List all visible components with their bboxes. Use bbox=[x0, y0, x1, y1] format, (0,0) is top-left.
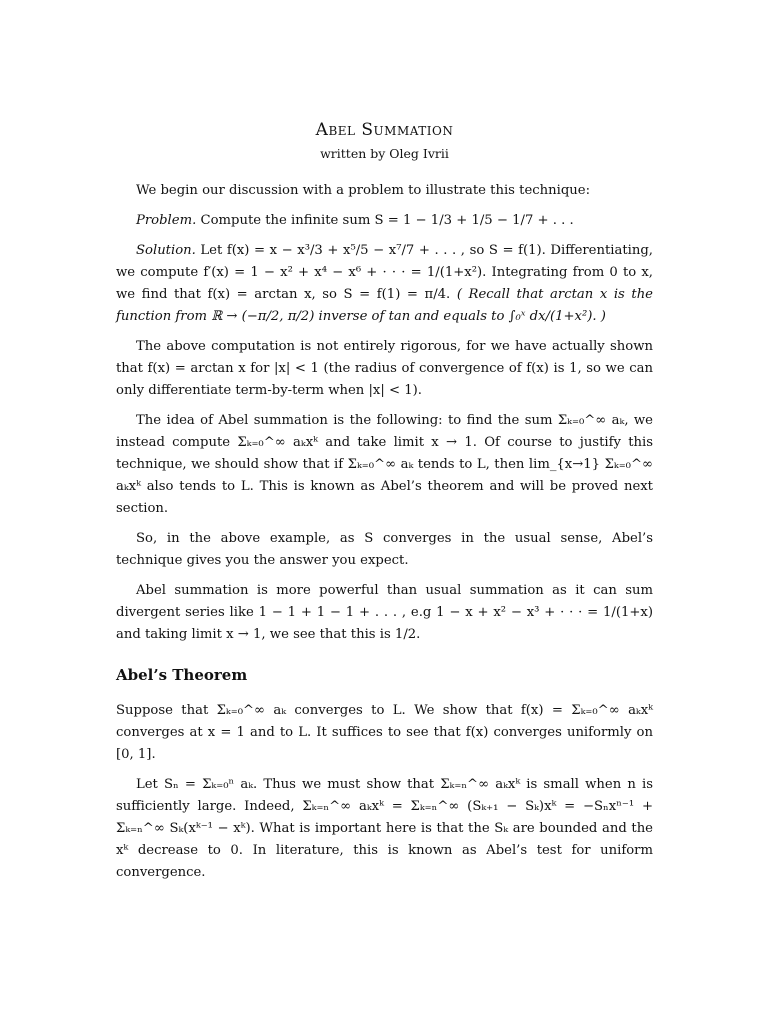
document-author: written by Oleg Ivrii bbox=[320, 146, 449, 161]
problem-label: Problem. bbox=[136, 213, 197, 228]
problem-text: Compute the infinite sum S = 1 − 1/3 + 1/5 − 1/7 + . . . bbox=[200, 213, 574, 228]
problem-paragraph bbox=[116, 210, 653, 232]
intro-paragraph: We begin our discussion with a problem to illustrate this technique: bbox=[136, 183, 591, 198]
powerful-paragraph: Abel summation is more powerful than usual summation as it can sum divergent series like 1 − 1 + 1 − 1 + . . . , e.g 1 − x + x² − x³ + · · · = 1/(1+x) and taking limit x → 1, we see that this is 1/2. bbox=[116, 583, 653, 642]
section-heading: Abel’s Theorem bbox=[116, 666, 248, 684]
theorem-paragraph-2: Let Sₙ = Σₖ₌₀ⁿ aₖ. Thus we must show that Σₖ₌ₙ^∞ aₖxᵏ is small when n is sufficiently large. Indeed, Σₖ₌ₙ^∞ aₖxᵏ = Σₖ₌ₙ^∞ (Sₖ₊₁ − Sₖ)xᵏ = −Sₙxⁿ⁻¹ + Σₖ₌ₙ^∞ Sₖ(xᵏ⁻¹ − xᵏ). What is important here is that the Sₖ are bounded and the xᵏ decrease to 0. In literature, this is known as Abel’s test for uniform convergence. bbox=[116, 777, 653, 880]
theorem-paragraph-1: Suppose that Σₖ₌₀^∞ aₖ converges to L. We show that f(x) = Σₖ₌₀^∞ aₖxᵏ converges at x = 1 and to L. It suffices to see that f(x) converges uniformly on [0, 1]. bbox=[116, 703, 653, 762]
solution-note: ( Recall that arctan x is the function from ℝ → (−π/2, π/2) inverse of tan and equals to ∫₀ˣ dx/(1+x²). ) bbox=[116, 287, 653, 324]
document-body bbox=[116, 180, 653, 892]
rigor-paragraph: The above computation is not entirely rigorous, for we have actually shown that f(x) = arctan x for |x| < 1 (the radius of convergence of f(x) is 1, so we can only differentiate term-by-term when |x| < 1). bbox=[116, 339, 653, 398]
document-title: Abel Summation bbox=[315, 120, 454, 140]
example-paragraph: So, in the above example, as S converges in the usual sense, Abel’s technique gives you the answer you expect. bbox=[116, 531, 653, 568]
solution-label: Solution. bbox=[136, 243, 196, 258]
idea-paragraph: The idea of Abel summation is the following: to find the sum Σₖ₌₀^∞ aₖ, we instead compute Σₖ₌₀^∞ aₖxᵏ and take limit x → 1. Of course to justify this technique, we should show that if Σₖ₌₀^∞ aₖ tends to L, then lim_{x→1} Σₖ₌₀^∞ aₖxᵏ also tends to L. This is known as Abel’s theorem and will be proved next section. bbox=[116, 413, 653, 516]
solution-paragraph bbox=[116, 240, 653, 328]
solution-text: Let f(x) = x − x³/3 + x⁵/5 − x⁷/7 + . . . , so S = f(1). Differentiating, we compute f′(x) = 1 − x² + x⁴ − x⁶ + · · · = 1/(1+x²). Integrating from 0 to x, we find that f(x) = arctan x, so S = f(1) = π/4. bbox=[116, 243, 653, 302]
